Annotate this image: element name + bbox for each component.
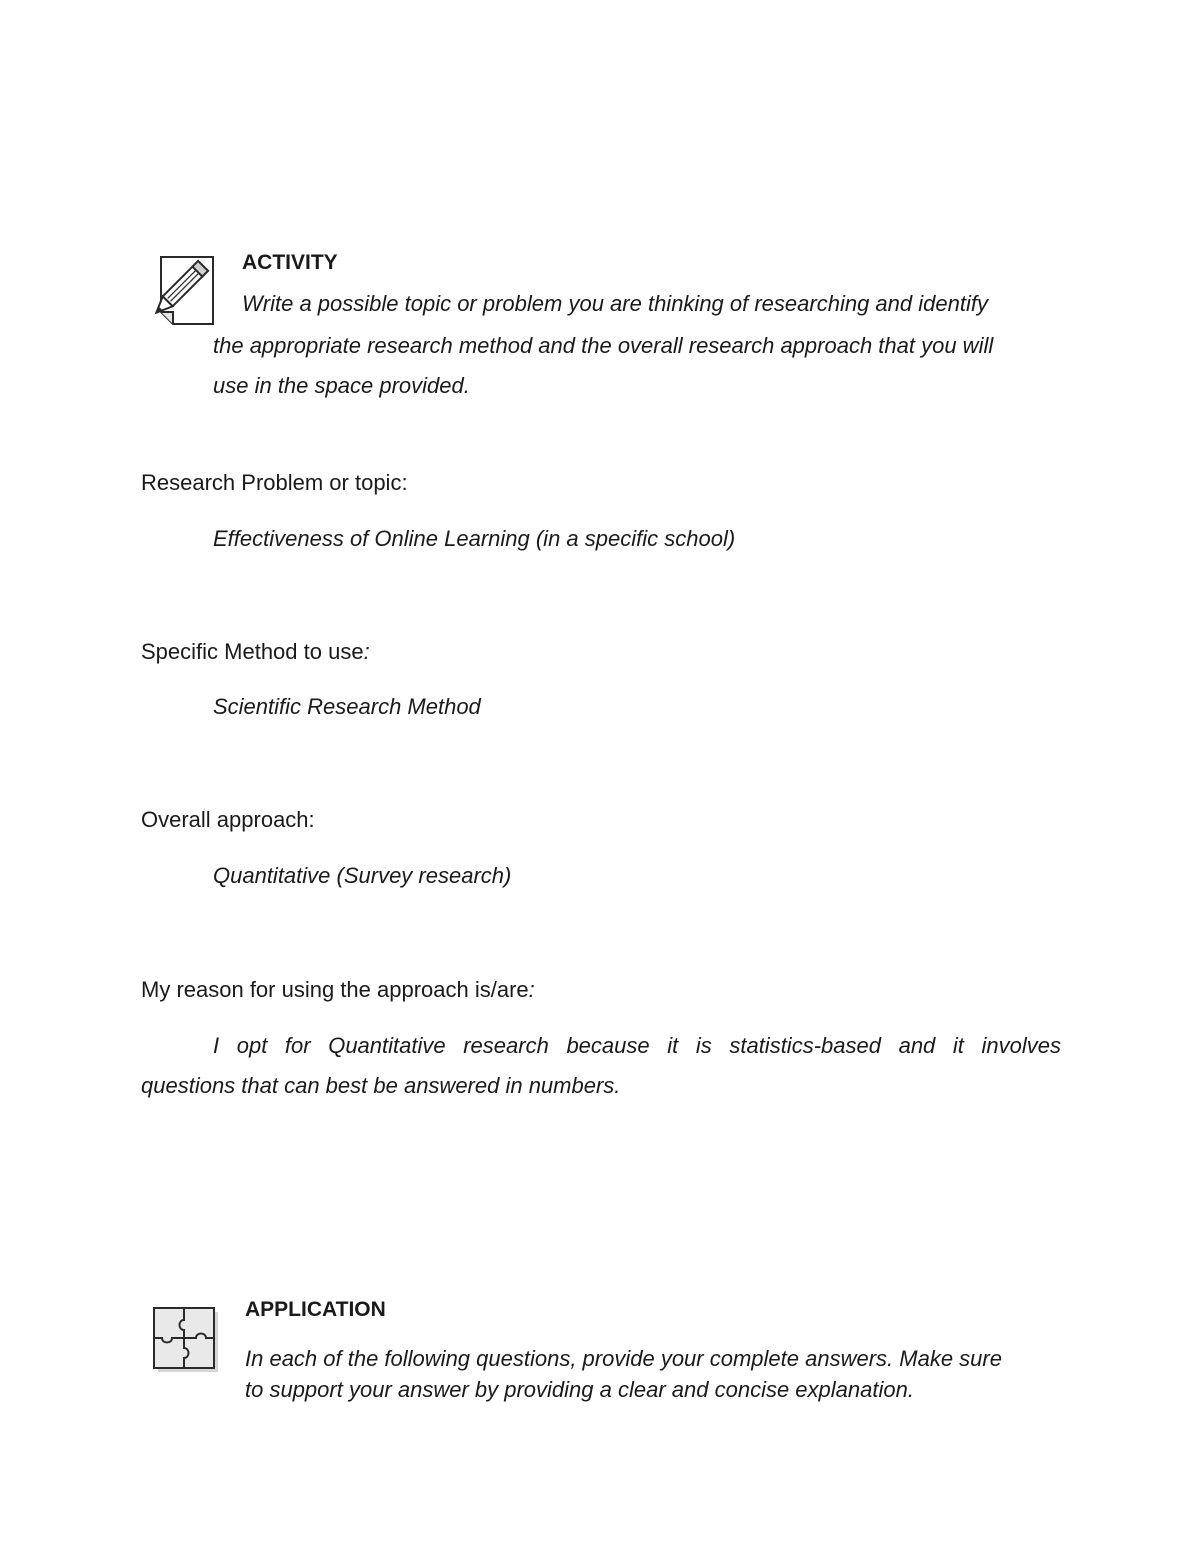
activity-instruction-line: the appropriate research method and the overall research approach that you will [213,333,994,358]
reason-answer-line: questions that can best be answered in numbers. [141,1073,621,1098]
method-label-colon: : [363,639,370,664]
reason-label [141,977,535,1003]
method-answer: Scientific Research Method [213,694,481,719]
puzzle-pieces-icon [150,1304,222,1376]
approach-answer: Quantitative (Survey research) [213,863,512,888]
pencil-on-paper-icon [143,254,217,328]
activity-instruction-line: Write a possible topic or problem you are thinking of researching and identify [242,291,988,316]
application-instruction-line: to support your answer by providing a clear and concise explanation. [245,1377,914,1402]
reason-answer-line: I opt for Quantitative research because it is statistics-based and it involves [213,1033,1061,1058]
activity-instruction-line: use in the space provided. [213,373,470,398]
method-label [141,639,370,665]
topic-label: Research Problem or topic: [141,470,408,495]
reason-label-colon: : [528,977,535,1002]
application-heading: APPLICATION [245,1298,386,1321]
activity-heading: ACTIVITY [242,251,338,274]
approach-label: Overall approach: [141,807,315,832]
application-instruction-line: In each of the following questions, provide your complete answers. Make sure [245,1346,1002,1371]
reason-label-text: My reason for using the approach is/are [141,977,529,1002]
method-label-text: Specific Method to use [141,639,364,664]
topic-answer: Effectiveness of Online Learning (in a specific school) [213,526,736,551]
